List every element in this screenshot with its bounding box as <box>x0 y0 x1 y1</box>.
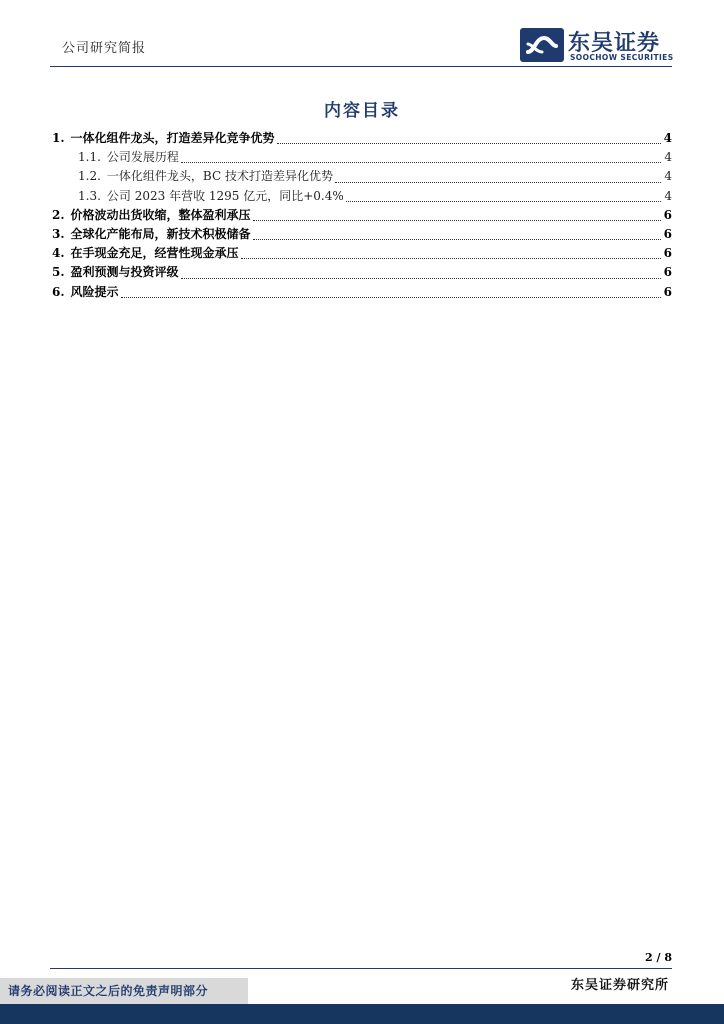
toc-item-page: 6 <box>663 207 672 222</box>
toc-item-text: 风险提示 <box>70 284 119 299</box>
toc-item-text: 一体化组件龙头，打造差异化竞争优势 <box>70 131 275 145</box>
toc-item-number: 2. <box>52 207 65 222</box>
toc-item-page: 6 <box>663 265 672 280</box>
toc-item-text: 价格波动出货收缩，整体盈利承压 <box>70 207 251 222</box>
toc-item-page: 6 <box>663 284 672 299</box>
toc-item-text: 公司发展历程 <box>106 150 179 165</box>
toc-item-text: 在手现金充足，经营性现金承压 <box>70 246 239 261</box>
toc-item-number: 4. <box>52 246 65 261</box>
table-of-contents <box>52 129 672 302</box>
toc-item-page: 4 <box>663 131 672 145</box>
toc-leader-dots <box>181 161 661 163</box>
toc-item-page: 6 <box>663 246 672 261</box>
brand-name-english: SOOCHOW SECURITIES <box>570 53 674 62</box>
toc-item-number: 1.2. <box>78 169 101 184</box>
toc-leader-dots <box>253 238 661 240</box>
toc-item-page: 4 <box>664 188 672 203</box>
toc-item[interactable] <box>52 129 672 148</box>
footer-bar <box>0 1004 724 1024</box>
toc-item-number: 5. <box>52 265 65 280</box>
toc-item-number: 1. <box>52 131 65 145</box>
toc-item[interactable] <box>52 263 672 282</box>
toc-leader-dots <box>121 296 661 298</box>
toc-item[interactable] <box>52 187 672 206</box>
toc-leader-dots <box>346 200 661 202</box>
toc-leader-dots <box>181 277 661 279</box>
toc-item-page: 4 <box>664 169 672 184</box>
brand-name: 东吴证券 <box>568 31 661 56</box>
toc-leader-dots <box>253 219 661 221</box>
toc-item-text: 全球化产能布局，新技术积极储备 <box>70 226 251 241</box>
toc-title: 内容目录 <box>324 101 400 121</box>
toc-item-number: 1.1. <box>78 150 101 165</box>
toc-item[interactable] <box>52 167 672 186</box>
toc-leader-dots <box>241 257 661 259</box>
toc-item[interactable] <box>52 283 672 302</box>
disclaimer-notice: 请务必阅读正文之后的免责声明部分 <box>0 978 248 1004</box>
toc-item-text: 一体化组件龙头，BC 技术打造差异化优势 <box>106 169 333 184</box>
toc-item-page: 4 <box>664 150 672 165</box>
toc-item-page: 6 <box>663 226 672 241</box>
toc-item[interactable] <box>52 225 672 244</box>
report-category: 公司研究简报 <box>62 41 147 56</box>
toc-item[interactable] <box>52 206 672 225</box>
brand-logo-icon <box>520 28 564 62</box>
toc-item-number: 6. <box>52 284 65 299</box>
toc-item[interactable] <box>52 148 672 167</box>
institute-name: 东吴证券研究所 <box>570 978 669 993</box>
toc-leader-dots <box>277 142 661 144</box>
toc-item-text: 盈利预测与投资评级 <box>70 265 179 280</box>
page-number: 2 / 8 <box>645 951 672 964</box>
brand-logo <box>520 26 680 66</box>
toc-item-number: 1.3. <box>78 188 101 203</box>
toc-item-number: 3. <box>52 226 65 241</box>
toc-leader-dots <box>335 181 661 183</box>
toc-item[interactable] <box>52 244 672 263</box>
footer-divider <box>50 968 672 969</box>
toc-item-text: 公司 2023 年营收 1295 亿元，同比+0.4% <box>106 188 344 203</box>
header-divider <box>50 66 672 67</box>
